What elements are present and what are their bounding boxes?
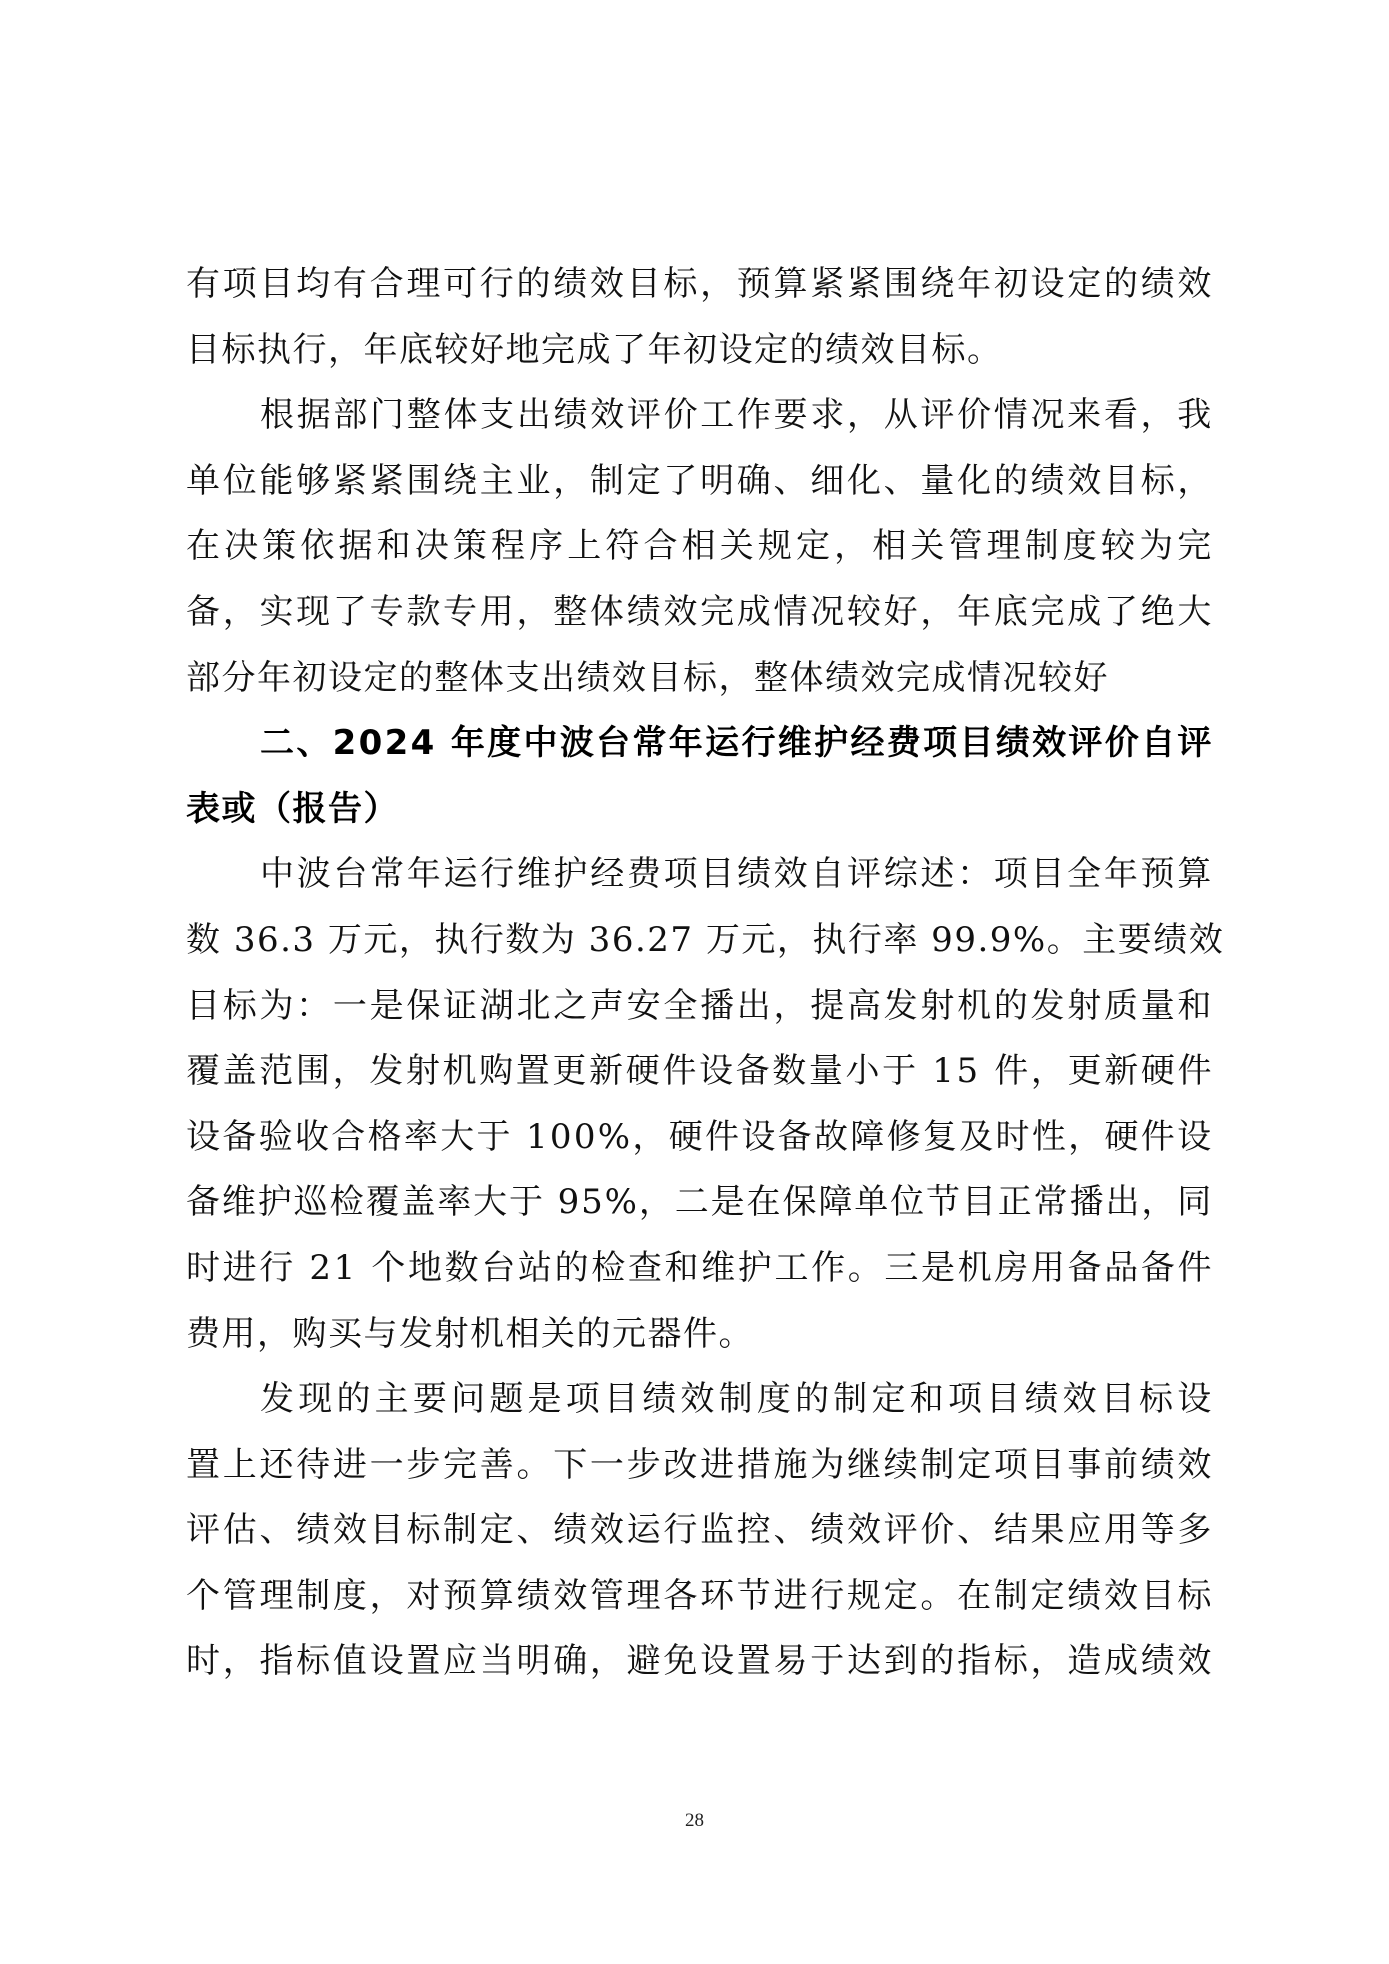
paragraph-line: 时 进 行 2 1 个 地 数 台 站 的 检 查 和 维 护 工 作 。 三 是 机 房 用 备 品 备 件 <box>186 1247 1213 1288</box>
paragraph-line: 中 波 台 常 年 运 行 维 护 经 费 项 目 绩 效 自 评 综 述 ： 项 目 全 年 预 算 <box>260 854 1213 895</box>
paragraph-line: 设 备 验 收 合 格 率 大 于 1 0 0 % ， 硬 件 设 备 故 障 修 复 及 时 性 ， 硬 件 设 <box>186 1116 1213 1157</box>
paragraph-line: 覆 盖 范 围 ， 发 射 机 购 置 更 新 硬 件 设 备 数 量 小 于 1 5 件 ， 更 新 硬 件 <box>186 1051 1213 1092</box>
paragraph-line: 置 上 还 待 进 一 步 完 善 。 下 一 步 改 进 措 施 为 继 续 制 定 项 目 事 前 绩 效 <box>186 1444 1213 1485</box>
paragraph-line: 有 项 目 均 有 合 理 可 行 的 绩 效 目 标 ， 预 算 紧 紧 围 绕 年 初 设 定 的 绩 效 <box>186 264 1213 304</box>
page-number: 28 <box>685 1810 704 1831</box>
paragraph-line: 时 ， 指 标 值 设 置 应 当 明 确 ， 避 免 设 置 易 于 达 到 的 指 标 ， 造 成 绩 效 <box>186 1641 1213 1682</box>
paragraph-line: 单 位 能 够 紧 紧 围 绕 主 业 ， 制 定 了 明 确 、 细 化 、 量 化 的 绩 效 目 标 ， <box>186 460 1213 501</box>
section-heading: 表或（报告） <box>186 788 399 829</box>
section-heading: 二 、 2 0 2 4 年 度 中 波 台 常 年 运 行 维 护 经 费 项 目 绩 效 评 价 自 评 <box>260 723 1213 764</box>
body-text <box>186 252 1225 1695</box>
paragraph-line: 根 据 部 门 整 体 支 出 绩 效 评 价 工 作 要 求 ， 从 评 价 情 况 来 看 ， 我 <box>260 395 1213 436</box>
paragraph-line: 备 ， 实 现 了 专 款 专 用 ， 整 体 绩 效 完 成 情 况 较 好 ， 年 底 完 成 了 绝 大 <box>186 591 1213 632</box>
paragraph-line: 部分年初设定的整体支出绩效目标，整体绩效完成情况较好 <box>186 657 1109 698</box>
paragraph-line: 个 管 理 制 度 ， 对 预 算 绩 效 管 理 各 环 节 进 行 规 定 。 在 制 定 绩 效 目 标 <box>186 1575 1213 1616</box>
paragraph-line: 费用，购买与发射机相关的元器件。 <box>186 1313 754 1354</box>
paragraph-line: 在 决 策 依 据 和 决 策 程 序 上 符 合 相 关 规 定 ， 相 关 管 理 制 度 较 为 完 <box>186 526 1213 567</box>
paragraph-line: 评 估 、 绩 效 目 标 制 定 、 绩 效 运 行 监 控 、 绩 效 评 价 、 结 果 应 用 等 多 <box>186 1510 1213 1551</box>
paragraph-line: 目标执行，年底较好地完成了年初设定的绩效目标。 <box>186 329 1003 370</box>
paragraph-line: 备 维 护 巡 检 覆 盖 率 大 于 9 5 % ， 二 是 在 保 障 单 位 节 目 正 常 播 出 ， 同 <box>186 1182 1213 1223</box>
paragraph-line: 目 标 为 ： 一 是 保 证 湖 北 之 声 安 全 播 出 ， 提 高 发 射 机 的 发 射 质 量 和 <box>186 985 1213 1026</box>
paragraph-line: 发 现 的 主 要 问 题 是 项 目 绩 效 制 度 的 制 定 和 项 目 绩 效 目 标 设 <box>260 1379 1213 1420</box>
paragraph-line: 数 3 6 . 3 万 元 ， 执 行 数 为 3 6 . 2 7 万 元 ， 执 行 率 9 9 . 9 % 。 主 要 绩 效 <box>186 919 1225 960</box>
